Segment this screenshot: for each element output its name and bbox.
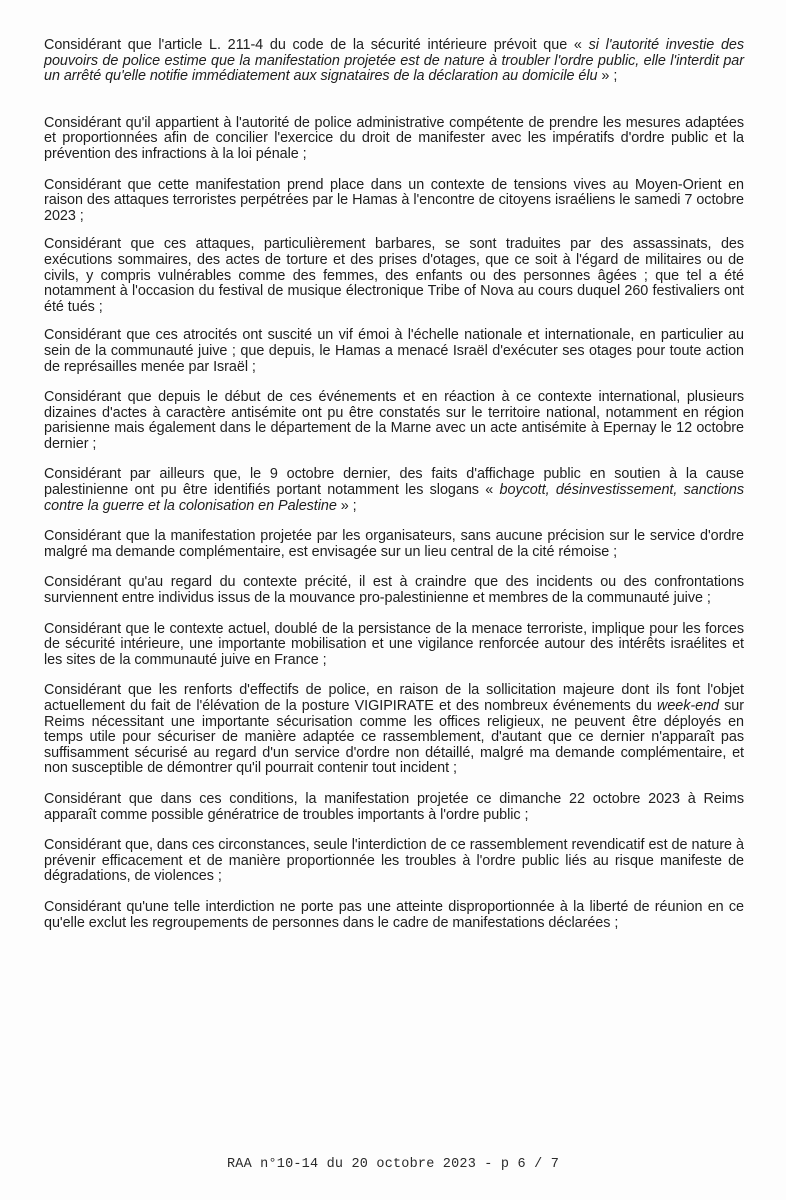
- paragraph-text: Considérant que les renforts d'effectifs de police, en raison de la sollicitation majeure dont ils font l'objet actuellement du fait de l'élévation de la posture VIGIPIRATE et des nombreux événements du: [44, 682, 744, 714]
- paragraph-public-order-troubles: Considérant que dans ces conditions, la manifestation projetée ce dimanche 22 octobre 2023 à Reims apparaît comme possible génératrice de troubles importants à l'ordre public ;: [44, 790, 744, 823]
- quoted-slogans: boycott, désinvestissement, sanctions contre la guerre et la colonisation en Palestine: [44, 482, 745, 514]
- page-footer: RAA n°10-14 du 20 octobre 2023 - p 6 / 7: [226, 1157, 560, 1172]
- paragraph-atrocities-emotion: Considérant que ces atrocités ont suscité un vif émoi à l'échelle nationale et internationale, en particulier au sein de la communauté juive ; que depuis, le Hamas a menacé Israël d'exécuter ses otages pour toute action de représailles menée par Israël ;: [44, 327, 744, 375]
- paragraph-confrontation-risk: Considérant qu'au regard du contexte précité, il est à craindre que des incidents ou des confrontations surviennent entre individus issus de la mouvance pro-palestinienne et membres de la communauté juive ;: [44, 574, 744, 607]
- paragraph-text-end: » ;: [336, 497, 357, 514]
- paragraph-middle-east-tensions: Considérant que cette manifestation prend place dans un contexte de tensions vives au Moyen-Orient en raison des attaques terroristes perpétrées par le Hamas à l'encontre de citoyens israéliens le samedi 7 octobre 2023 ;: [44, 176, 744, 224]
- paragraph-police-reinforcements: [44, 683, 744, 777]
- paragraph-text: Considérant que l'article L. 211-4 du code de la sécurité intérieure prévoit que «: [44, 37, 589, 53]
- paragraph-text-end: sur Reims nécessitant une importante sécurisation comme les offices religieux, ne peuvent être déployés en temps utile pour sécuriser de manière adaptée ce rassemblement, d'autant que ce dernier n'apparaît pas suffisamment sécurisé au regard d'un service d'ordre non détaillé, malgré ma demande complémentaire, et non susceptible de démontrer qu'il pourrait contenir tout incident ;: [44, 698, 744, 777]
- paragraph-public-posting: [44, 467, 744, 514]
- italic-week-end: week-end: [657, 698, 720, 714]
- paragraph-planned-demonstration: Considérant que la manifestation projetée par les organisateurs, sans aucune précision sur le service d'ordre malgré ma demande complémentaire, est envisagée sur un lieu central de la cité rémoise ;: [44, 528, 744, 560]
- paragraph-interdiction-necessity: Considérant que, dans ces circonstances, seule l'interdiction de ce rassemblement revendicatif est de nature à prévenir efficacement et de manière proportionnée les troubles à l'ordre public liés au risque manifeste de dégradations, de violences ;: [44, 837, 744, 885]
- paragraph-terror-threat: Considérant que le contexte actuel, doublé de la persistance de la menace terroriste, implique pour les forces de sécurité intérieure, une importante mobilisation et une vigilance renforcée autour des intérêts israélites et les sites de la communauté juive en France ;: [44, 620, 744, 668]
- quoted-law-text: si l'autorité investie des pouvoirs de police estime que la manifestation projetée est de nature à troubler l'ordre public, elle l'interdit par un arrêté qu'elle notifie immédiatement aux signataires de la déclaration au domicile élu: [44, 37, 744, 85]
- paragraph-text: Considérant par ailleurs que, le 9 octobre dernier, des faits d'affichage public en soutien à la cause palestinienne ont pu être identifiés portant notamment les slogans «: [44, 466, 744, 499]
- paragraph-proportionality: Considérant qu'une telle interdiction ne porte pas une atteinte disproportionnée à la liberté de réunion en ce qu'elle exclut les regroupements de personnes dans le cadre de manifestations déclarées ;: [44, 898, 744, 931]
- paragraph-antisemitic-acts: Considérant que depuis le début de ces événements et en réaction à ce contexte international, plusieurs dizaines d'actes à caractère antisémite ont pu être constatés sur le territoire national, notamment en région parisienne mais également dans le département de la Marne avec un acte antisémite à Epernay le 12 octobre dernier ;: [44, 389, 744, 452]
- paragraph-text-end: » ;: [597, 68, 618, 85]
- paragraph-article-l211-4: [44, 38, 744, 85]
- document-body: [44, 38, 744, 931]
- paragraph-attacks-description: Considérant que ces attaques, particulièrement barbares, se sont traduites par des assassinats, des exécutions sommaires, des actes de torture et des prises d'otages, que ce soit à l'égard de militaires ou de civils, y compris vulnérables comme des femmes, des enfants ou des personnes âgées ; que tel a été notamment à l'occasion du festival de musique électronique Tribe of Nova au cours duquel 260 festivaliers ont été tués ;: [44, 236, 744, 315]
- paragraph-police-authority: Considérant qu'il appartient à l'autorité de police administrative compétente de prendre les mesures adaptées et proportionnées afin de concilier l'exercice du droit de manifester avec les impératifs d'ordre public et la prévention des infractions à la loi pénale ;: [44, 114, 744, 162]
